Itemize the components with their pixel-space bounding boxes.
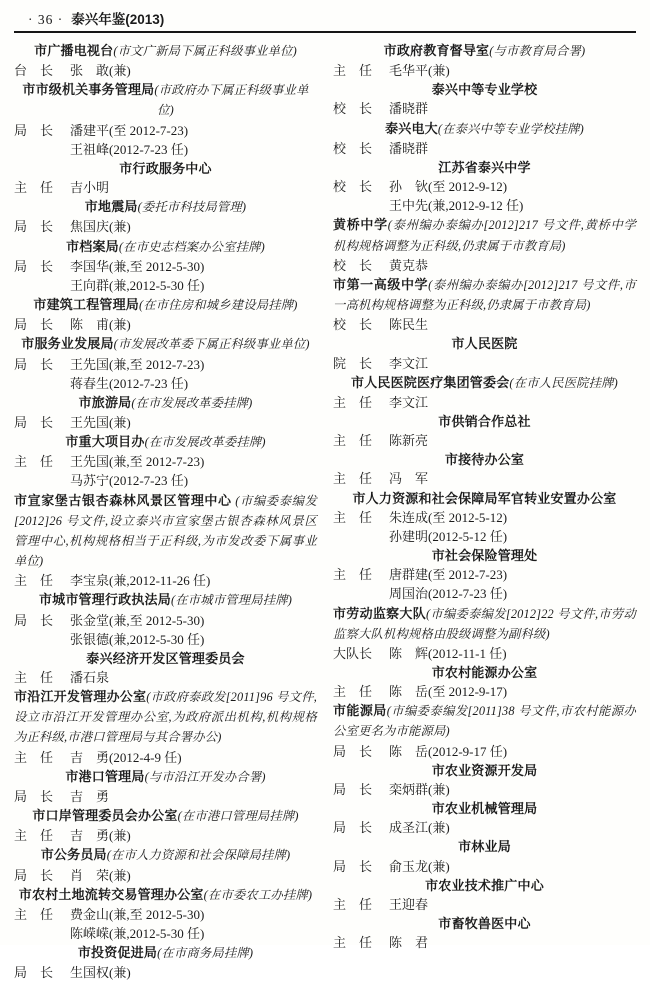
person-names [70, 905, 317, 943]
position-title: 校 长 [333, 140, 373, 156]
org-heading [333, 334, 636, 353]
book-title: 泰兴年鉴(2013) [71, 12, 165, 27]
org-heading [333, 215, 636, 255]
person-names [389, 682, 636, 701]
position-entry [14, 963, 317, 982]
org-name: 江苏省泰兴中学 [438, 159, 531, 175]
position-title: 主 任 [333, 63, 373, 79]
position-title: 局 长 [333, 858, 373, 874]
person-name: 李文江 [389, 355, 429, 371]
org-heading [14, 295, 317, 315]
org-name: 市人民医院医疗集团管委会 [351, 374, 510, 390]
person-name: 潘晓群 [389, 101, 429, 117]
person-names [70, 217, 317, 236]
position-entry [333, 431, 636, 450]
person-names [70, 315, 317, 334]
person-names [70, 571, 317, 590]
org-name: 市行政服务中心 [119, 160, 212, 176]
person-names [389, 61, 636, 80]
person-name: 王先国(兼) [70, 414, 131, 430]
person-name: 肖 荣(兼) [70, 867, 131, 883]
org-name: 市接待办公室 [444, 452, 525, 468]
org-heading [333, 489, 636, 508]
person-name: 俞玉龙(兼) [389, 858, 450, 874]
org-name: 市地震局 [84, 199, 138, 215]
two-column-body [14, 41, 636, 983]
org-desc: (委托市科技局管理) [137, 200, 247, 215]
person-name: 黄克恭 [389, 257, 429, 273]
position-entry [333, 933, 636, 952]
position-title: 局 长 [333, 820, 373, 836]
position-title: 局 长 [14, 122, 54, 138]
org-heading [333, 546, 636, 565]
org-name: 市人民医院 [451, 336, 518, 352]
position-title: 局 长 [14, 414, 54, 430]
person-name: 陈 岳(至 2012-9-17) [389, 684, 508, 700]
person-names [389, 469, 636, 488]
position-entry [333, 508, 636, 546]
position-entry [14, 668, 317, 687]
person-names [389, 742, 636, 761]
org-desc: (泰州编办泰编办[2012]217 号文件,市一高机构规格调整为正科级,仍隶属于市教育局) [333, 277, 636, 313]
org-desc: (市编委泰编发[2011]38 号文件,市农村能源办公室更名为市能源局) [333, 704, 636, 739]
org-name: 市口岸管理委员会办公室 [32, 808, 178, 824]
position-entry [333, 469, 636, 488]
org-desc: (在市港口管理局挂牌) [177, 809, 299, 824]
person-names [389, 895, 636, 914]
position-entry [14, 315, 317, 334]
person-names [389, 393, 636, 412]
person-name: 马苏宁(2012-7-23 任) [70, 473, 189, 489]
person-name: 费金山(兼,至 2012-5-30) [70, 906, 205, 922]
person-name: 张金堂(兼,至 2012-5-30) [70, 612, 205, 628]
org-heading [333, 41, 636, 61]
person-name: 张银德(兼,2012-5-30 任) [70, 631, 205, 647]
org-desc: (在市委农工办挂牌) [203, 887, 313, 902]
org-name: 市港口管理局 [65, 768, 145, 784]
person-names [70, 866, 317, 885]
org-name: 市农业机械管理局 [431, 801, 538, 817]
person-name: 孙 钬(至 2012-9-12) [389, 179, 508, 195]
org-heading [333, 412, 636, 431]
page-header [14, 8, 636, 28]
person-name: 冯 军 [389, 471, 429, 487]
person-name: 焦国庆(兼) [70, 219, 131, 235]
person-names [70, 963, 317, 982]
position-entry [14, 571, 317, 590]
position-entry [14, 905, 317, 943]
position-title: 主 任 [333, 896, 373, 912]
org-heading [333, 604, 636, 644]
person-name: 李文江 [389, 394, 429, 410]
person-names [70, 121, 317, 159]
org-desc: (在市人力资源和社会保障局挂牌) [106, 848, 291, 863]
org-desc: (市文广新局下属正科级事业单位) [113, 44, 297, 58]
position-entry [333, 644, 636, 663]
org-name: 市能源局 [333, 703, 387, 719]
org-name: 市农村土地流转交易管理办公室 [18, 886, 204, 902]
org-name: 市供销合作总社 [438, 413, 531, 429]
person-names [389, 431, 636, 450]
person-names [70, 61, 317, 80]
org-heading [333, 373, 636, 393]
org-name: 市服务业发展局 [21, 336, 114, 352]
org-heading [14, 885, 317, 905]
person-name: 潘建平(至 2012-7-23) [70, 122, 189, 138]
person-names [70, 413, 317, 432]
org-desc: (在市发展改革委挂牌) [131, 395, 253, 410]
org-name: 泰兴中等专业学校 [431, 82, 538, 98]
person-name: 生国权(兼) [70, 965, 131, 981]
person-name: 成圣江(兼) [389, 820, 450, 836]
person-names [70, 826, 317, 845]
position-entry [333, 857, 636, 876]
person-name: 唐群建(至 2012-7-23) [389, 567, 508, 583]
person-names [389, 315, 636, 334]
position-entry [14, 748, 317, 767]
person-names [389, 177, 636, 215]
person-name: 潘石泉 [70, 670, 110, 685]
org-name: 市市级机关事务管理局 [22, 82, 155, 98]
person-names [389, 99, 636, 118]
org-name: 市宣家堡古银杏森林风景区管理中心 [14, 492, 232, 508]
position-title: 局 长 [14, 258, 54, 274]
org-desc: (在市住房和城乡建设局挂牌) [139, 298, 298, 313]
org-heading [14, 159, 317, 178]
org-name: 市广播电视台 [34, 43, 114, 58]
org-name: 市重大项目办 [65, 434, 145, 450]
person-names [389, 857, 636, 876]
person-name: 王向群(兼,2012-5-30 任) [70, 277, 205, 293]
position-entry [14, 61, 317, 80]
page-number: · 36 · [28, 12, 64, 27]
org-desc: (市政府办下属正科级事业单位) [154, 83, 309, 118]
position-title: 主 任 [333, 935, 373, 951]
position-title: 主 任 [333, 394, 373, 410]
org-name: 市第一高级中学 [333, 276, 429, 292]
position-entry [333, 61, 636, 80]
position-title: 校 长 [333, 101, 373, 117]
position-title: 主 任 [14, 749, 54, 765]
position-title: 局 长 [333, 743, 373, 759]
org-heading [14, 943, 317, 963]
org-name: 泰兴电大 [385, 120, 438, 136]
person-name: 张 敢(兼) [70, 63, 131, 79]
person-name: 吉 勇(2012-4-9 任) [70, 749, 182, 765]
position-entry [14, 611, 317, 649]
position-title: 局 长 [14, 867, 54, 883]
org-heading [333, 876, 636, 895]
position-entry [333, 139, 636, 158]
person-names [70, 748, 317, 767]
org-desc: (在市人民医院挂牌) [509, 375, 618, 390]
position-title: 局 长 [14, 612, 54, 628]
org-name: 市林业局 [458, 839, 511, 855]
person-names [70, 355, 317, 393]
org-name: 市政府教育督导室 [383, 43, 490, 58]
org-name: 市人力资源和社会保障局军官转业安置办公室 [352, 490, 617, 506]
org-desc: (市发展改革委下属正科级事业单位) [113, 337, 310, 352]
person-name: 李宝泉(兼,2012-11-26 任) [70, 573, 211, 589]
person-names [389, 780, 636, 799]
person-names [70, 668, 317, 687]
person-names [389, 508, 636, 546]
org-name: 市社会保险管理处 [431, 548, 538, 564]
position-title: 局 长 [14, 965, 54, 981]
org-name: 市畜牧兽医中心 [438, 916, 531, 932]
org-heading [14, 432, 317, 452]
person-name: 栾炳群(兼) [389, 781, 450, 797]
person-name: 陈嵘嵘(兼,2012-5-30 任) [70, 926, 205, 942]
org-heading [14, 590, 317, 610]
org-heading [14, 649, 317, 668]
position-title: 主 任 [14, 906, 54, 922]
position-entry [333, 682, 636, 701]
position-title: 主 任 [333, 567, 373, 583]
org-name: 市农村能源办公室 [431, 665, 538, 680]
position-entry [333, 315, 636, 334]
org-name: 市旅游局 [78, 394, 132, 410]
position-title: 主 任 [14, 573, 54, 589]
org-desc: (在泰兴中等专业学校挂牌) [437, 121, 584, 136]
person-name: 陈 岳(2012-9-17 任) [389, 743, 508, 759]
position-entry [14, 178, 317, 197]
person-names [70, 611, 317, 649]
org-heading [14, 80, 317, 120]
position-entry [14, 121, 317, 159]
org-heading [333, 761, 636, 780]
org-desc: (在市史志档案办公室挂牌) [118, 239, 265, 254]
person-name: 陈民生 [389, 317, 429, 333]
org-heading [14, 197, 317, 217]
person-name: 李国华(兼,至 2012-5-30) [70, 258, 205, 274]
position-entry [333, 895, 636, 914]
position-entry [333, 780, 636, 799]
position-title: 局 长 [14, 317, 54, 333]
person-name: 蒋春生(2012-7-23 任) [70, 375, 189, 391]
org-heading [14, 237, 317, 257]
person-name: 毛华平(兼) [389, 63, 450, 79]
position-entry [333, 177, 636, 215]
position-entry [14, 355, 317, 393]
position-entry [333, 818, 636, 837]
org-desc: (市编委泰编发[2012]22 号文件,市劳动监察大队机构规格由股级调整为副科级) [333, 606, 636, 641]
org-heading [333, 119, 636, 139]
position-title: 局 长 [333, 781, 373, 797]
org-heading [333, 837, 636, 856]
org-name: 市农业资源开发局 [431, 762, 538, 778]
position-entry [333, 354, 636, 373]
org-heading [333, 450, 636, 469]
org-desc: (与市沿江开发办合署) [144, 769, 266, 784]
person-name: 陈 君 [389, 935, 429, 951]
position-entry [14, 217, 317, 236]
position-title: 主 任 [14, 180, 54, 196]
position-title: 局 长 [14, 219, 54, 235]
org-name: 市投资促进局 [77, 945, 158, 961]
person-name: 陈 辉(2012-11-1 任) [389, 645, 507, 661]
position-title: 校 长 [333, 179, 373, 195]
position-entry [14, 866, 317, 885]
person-name: 吉小明 [70, 180, 110, 196]
person-names [70, 257, 317, 295]
column-right [333, 41, 636, 983]
position-title: 大队长 [333, 645, 373, 661]
position-title: 主 任 [333, 433, 373, 449]
org-heading [333, 663, 636, 682]
org-heading [14, 806, 317, 826]
org-heading [14, 491, 317, 572]
person-names [389, 933, 636, 952]
org-heading [333, 914, 636, 933]
person-names [389, 818, 636, 837]
person-name: 周国治(2012-7-23 任) [389, 586, 508, 602]
org-desc: (在市城市管理局挂牌) [170, 593, 293, 608]
person-name: 王祖峰(2012-7-23 任) [70, 141, 189, 157]
position-title: 主 任 [333, 509, 373, 525]
person-name: 孙建明(2012-5-12 任) [389, 528, 508, 544]
position-entry [333, 393, 636, 412]
position-title: 主 任 [333, 684, 373, 700]
person-names [389, 139, 636, 158]
person-name: 吉 勇 [70, 788, 110, 804]
position-entry [333, 256, 636, 275]
person-name: 潘晓群 [389, 140, 429, 156]
position-title: 院 长 [333, 355, 373, 371]
position-title: 主 任 [14, 828, 54, 844]
org-heading [14, 845, 317, 865]
person-name: 王迎春 [389, 896, 429, 912]
person-name: 吉 勇(兼) [70, 828, 131, 844]
position-entry [14, 413, 317, 432]
column-left [14, 41, 317, 983]
org-name: 市农业技术推广中心 [425, 877, 544, 893]
org-heading [333, 701, 636, 741]
person-name: 陈 甫(兼) [70, 317, 131, 333]
org-desc: (泰州编办泰编办[2012]217 号文件,黄桥中学机构规格调整为正科级,仍隶属于市教育局) [333, 218, 636, 253]
org-name: 黄桥中学 [333, 217, 388, 233]
org-desc: (市编委泰编发[2012]26 号文件,设立泰兴市宣家堡古银杏森林风景区管理中心,机构规格相当于正科级,为市发改委下属事业单位) [14, 493, 317, 569]
org-name: 泰兴经济开发区管理委员会 [86, 650, 245, 666]
org-heading [333, 799, 636, 818]
position-entry [14, 787, 317, 806]
position-title: 主 任 [333, 471, 373, 487]
person-name: 朱连成(至 2012-5-12) [389, 509, 508, 525]
org-heading [14, 393, 317, 413]
person-name: 王中先(兼,2012-9-12 任) [389, 198, 524, 214]
org-heading [14, 687, 317, 747]
position-title: 局 长 [14, 788, 54, 804]
org-heading [333, 158, 636, 177]
org-name: 市档案局 [66, 238, 119, 254]
org-desc: (市政府泰政发[2011]96 号文件,设立市沿江开发管理办公室,为政府派出机构,机构规格为正科级,市港口管理局与其合署办公) [14, 690, 317, 745]
org-name: 市劳动监察大队 [333, 605, 426, 621]
person-names [70, 178, 317, 197]
person-name: 王先国(兼,至 2012-7-23) [70, 356, 205, 372]
org-desc: (在市发展改革委挂牌) [144, 435, 266, 450]
position-entry [333, 99, 636, 118]
person-names [70, 787, 317, 806]
position-entry [333, 742, 636, 761]
org-name: 市建筑工程管理局 [33, 297, 140, 313]
person-names [389, 256, 636, 275]
position-entry [14, 257, 317, 295]
person-names [389, 644, 636, 663]
org-heading [14, 767, 317, 787]
org-heading [14, 334, 317, 354]
org-desc: (与市教育局合署) [489, 44, 586, 58]
person-names [389, 354, 636, 373]
person-name: 王先国(兼,至 2012-7-23) [70, 454, 205, 470]
org-heading [333, 80, 636, 99]
org-name: 市沿江开发管理办公室 [14, 689, 147, 705]
org-name: 市城市管理行政执法局 [38, 592, 171, 608]
position-title: 台 长 [14, 63, 54, 79]
position-title: 主 任 [14, 670, 54, 685]
person-names [70, 452, 317, 490]
person-name: 陈新亮 [389, 433, 429, 449]
position-entry [14, 452, 317, 490]
position-entry [333, 565, 636, 603]
org-heading [14, 41, 317, 61]
org-heading [333, 275, 636, 315]
position-title: 校 长 [333, 317, 373, 333]
position-title: 局 长 [14, 356, 54, 372]
position-entry [14, 826, 317, 845]
person-names [389, 565, 636, 603]
header-rule [14, 31, 636, 33]
org-name: 市公务员局 [40, 847, 107, 863]
position-title: 校 长 [333, 257, 373, 273]
org-desc: (在市商务局挂牌) [157, 946, 254, 961]
position-title: 主 任 [14, 454, 54, 470]
